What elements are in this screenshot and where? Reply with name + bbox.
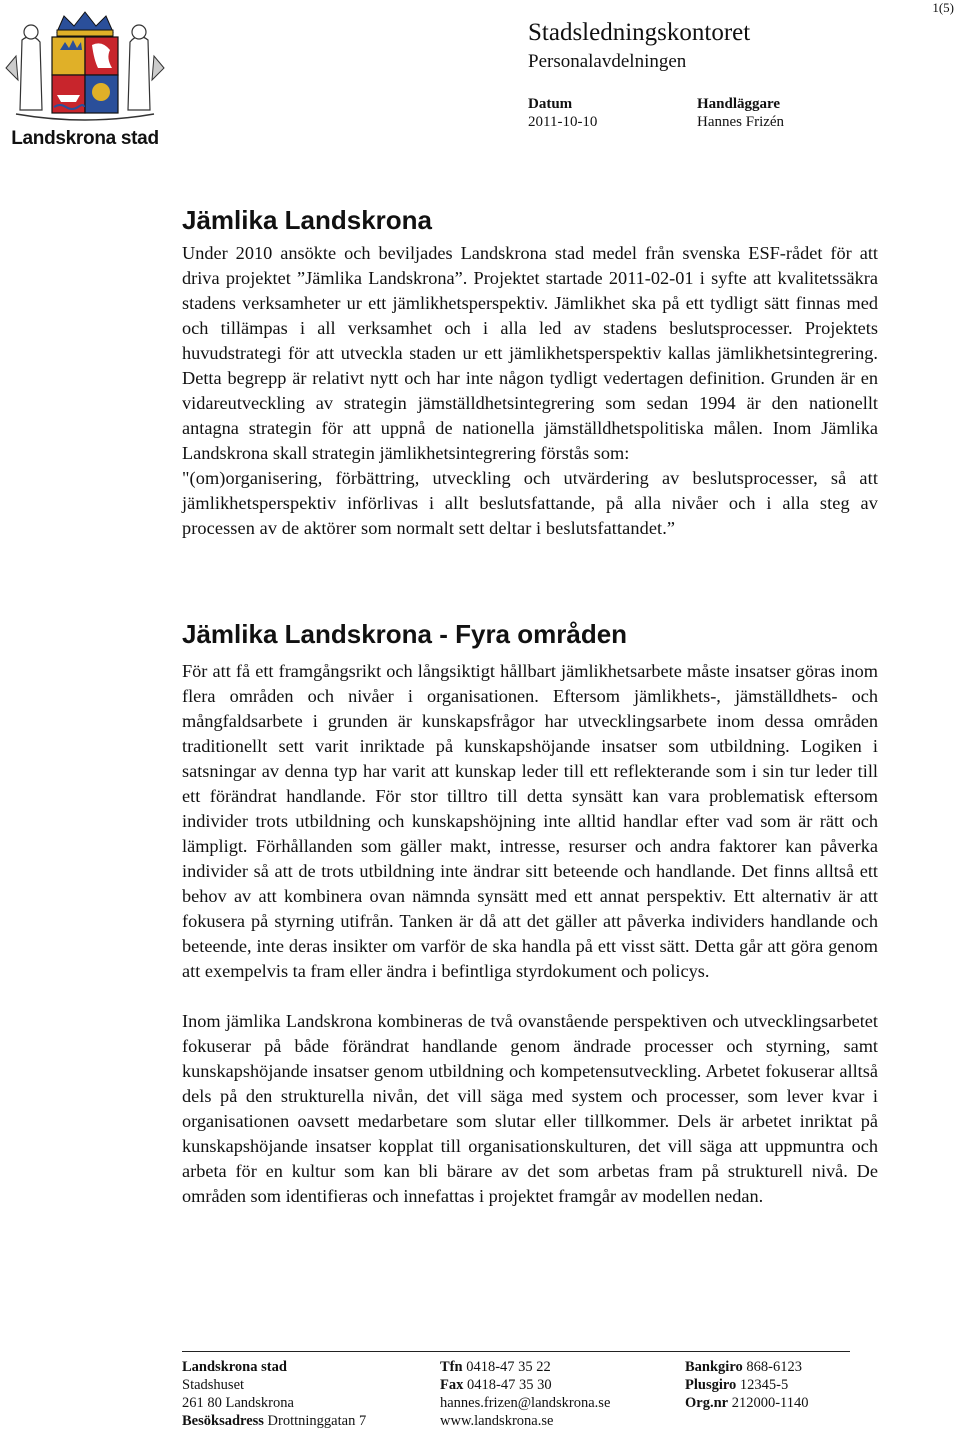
footer-orgnr-value: 212000-1140 xyxy=(731,1395,809,1411)
footer-tfn-value: 0418-47 35 22 xyxy=(466,1359,551,1375)
footer-postal: 261 80 Landskrona xyxy=(182,1395,294,1411)
footer-divider xyxy=(182,1351,850,1352)
date-value: 2011-10-10 xyxy=(528,114,598,130)
footer-web-link[interactable]: www.landskrona.se xyxy=(440,1413,554,1429)
footer-contact xyxy=(440,1358,610,1430)
definition-quote: "(om)organisering, förbättring, utveckling och utvärdering av beslutsprocesser, så att jämlikhetsperspektiv införlivas i allt beslutsfattande, på alla nivåer och i alla steg av processen av de aktörer som normalt sett deltar i beslutsfattandet.” xyxy=(182,468,878,538)
footer-visit-value: Drottninggatan 7 xyxy=(267,1413,367,1429)
city-logo xyxy=(2,10,168,150)
footer-fax-value: 0418-47 35 30 xyxy=(466,1377,552,1393)
areas-paragraph-2: Inom jämlika Landskrona kombineras de två ovanstående perspektiven och utvecklingsarbetet fokuserar på både förändrat handlande genom ändrade processer och styrning, samt kunskapshöjande insatser genom utbildning och kompetensutveckling. Arbetet fokuserar alltså dels på den strukturella nivån, det vill säga med system och processer, som lever kvar i organisationen oavsett medarbetare som slutar eller tillkommer. Dels är arbetet inriktat på kunskapshöjande insatser kopplat till organisationskulturen, det vill säga att uppmuntra och arbeta för en kultur som kan bli bärare av det som arbetas fram på strukturell nivå. De områden som identifieras och innefattas i projektet framgår av modellen nedan. xyxy=(182,1011,878,1206)
handler-label: Handläggare xyxy=(697,96,781,112)
section-title-fyra-omraden: Jämlika Landskrona - Fyra områden xyxy=(182,619,628,649)
footer-org-name: Landskrona stad xyxy=(182,1359,287,1375)
areas-paragraph-1: För att få ett framgångsrikt och långsiktigt hållbart jämlikhetsarbete måste insatser göras inom flera områden och nivåer i organisationen. Eftersom jämlikhets-, jämställdhets- och mångfaldsarbete i grunden är kunskapsfrågor har utvecklingsarbete inom dessa områden traditionellt sett varit inriktade på kunskapshöjande insatser som utbildning. Logiken i satsningar av denna typ har varit att kunskap leder till ett reflekterande som i sin tur leder till ett förändrat handlande. För stor tilltro till detta synsätt kan vara problematisk eftersom individer trots utbildning och kunskapshöjning inte alltid handlar efter vad som är rätt och lämpligt. Förhållanden som gäller makt, intresse, resurser och andra faktorer kan påverka individer så att de trots utbildning inte ändrar sitt beteende och handlande. Det finns alltså ett behov av att kombinera ovan nämnda synsätt med ett annat perspektiv. Ett alternativ är att fokusera på styrning utifrån. Tanken är då att det gäller att påverka individers handlande och beteende, inte deras insikter om varför de ska handla på ett visst sätt. Detta går att göra genom att exempelvis ta fram eller ändra i befintliga styrdokument och policys. xyxy=(182,661,878,981)
intro-paragraph: Under 2010 ansökte och beviljades Landskrona stad medel från svenska ESF-rådet för att driva projektet ”Jämlika Landskrona”. Projektet startade 2011-02-01 i syfte att kvalitetssäkra stadens verksamheter ur ett jämlikhetsperspektiv. Jämlikhet ska på ett tydligt sätt finnas med och tillämpas i all verksamhet och i alla led av stadens beslutsprocesser. Projektets huvudstrategi för att utveckla staden ur ett jämlikhetsperspektiv kallas jämlikhetsintegrering. Detta begrepp är relativt nytt och har inte någon tydligt vedertagen definition. Grunden är en vidareutveckling av strategin jämställdhetsintegrering som sedan 1994 är den nationellt antagna strategin för att uppnå de nationella jämställdhetspolitiska målen. Inom Jämlika Landskrona skall strategin jämlikhetsintegrering förstås som: xyxy=(182,243,878,463)
footer-building: Stadshuset xyxy=(182,1377,245,1393)
date-label: Datum xyxy=(528,96,573,112)
footer-fax-label: Fax xyxy=(440,1377,464,1393)
org-name: Stadsledningskontoret xyxy=(528,19,751,46)
footer-bankgiro-value: 868-6123 xyxy=(746,1359,802,1375)
footer-address xyxy=(182,1358,366,1430)
section-1-body xyxy=(182,241,878,541)
logo-wordmark: Landskrona stad xyxy=(11,128,159,149)
footer-email-link[interactable]: hannes.frizen@landskrona.se xyxy=(440,1395,611,1411)
footer-orgnr-label: Org.nr xyxy=(685,1395,729,1411)
footer-visit-label: Besöksadress xyxy=(182,1413,264,1429)
footer-plusgiro-value: 12345-5 xyxy=(739,1377,789,1393)
footer-tfn-label: Tfn xyxy=(440,1359,463,1375)
department-name: Personalavdelningen xyxy=(528,51,687,72)
footer-bankgiro-label: Bankgiro xyxy=(685,1359,743,1375)
footer-payment xyxy=(685,1358,809,1412)
section-title-jamlika: Jämlika Landskrona xyxy=(182,205,432,235)
page-number: 1(5) xyxy=(932,0,954,15)
section-2-body xyxy=(182,659,878,1209)
coat-of-arms-icon xyxy=(2,10,168,128)
handler-value: Hannes Frizén xyxy=(697,114,785,130)
footer-plusgiro-label: Plusgiro xyxy=(685,1377,737,1393)
